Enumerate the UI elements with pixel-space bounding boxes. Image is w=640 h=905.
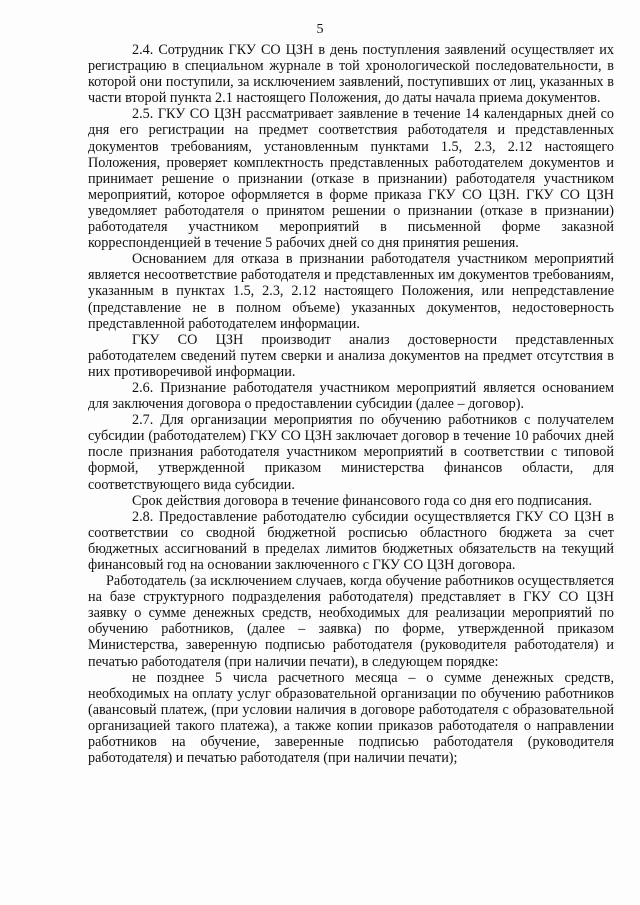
paragraph-deadline: не позднее 5 числа расчетного месяца – о сумме денежных средств, необходимых на оплату услуг образовательной организации по обучению работников (авансовый платеж, (при условии наличия в договоре работодателя с образовательной организацией такого платежа), а также копии приказов работодателя о направлении работников на обучение, заверенные подписью работодателя (руководителя работодателя) и печатью работодателя (при наличии печати); (88, 669, 614, 767)
paragraph-2-7: 2.7. Для организации мероприятия по обучению работников с получателем субсидии (работодателем) ГКУ СО ЦЗН заключает договор в течение 10 рабочих дней после признания работодателя участником мероприятий в соответствии с типовой формой, утвержденной приказом министерства финансов области, для соответствующего вида субсидии. (88, 412, 614, 493)
paragraph-employer-application: Работодатель (за исключением случаев, когда обучение работников осуществляется на базе структурного подразделения работодателя) представляет в ГКУ СО ЦЗН заявку о сумме денежных средств, необходимых для реализации мероприятий по обучению работников, (далее – заявка) по форме, утвержденной приказом Министерства, заверенную подписью работодателя (руководителя работодателя) и печатью работодателя (при наличии печати), в следующем порядке: (88, 573, 614, 670)
paragraph-2-6: 2.6. Признание работодателя участником мероприятий является основанием для заключения договора о предоставлении субсидии (далее – договор). (88, 379, 614, 413)
paragraph-2-8: 2.8. Предоставление работодателю субсидии осуществляется ГКУ СО ЦЗН в соответствии со сводной бюджетной росписью областного бюджета за счет бюджетных ассигнований в пределах лимитов бюджетных обязательств на текущий финансовый год на основании заключенного с ГКУ СО ЦЗН договора. (88, 508, 614, 573)
paragraph-2-5: 2.5. ГКУ СО ЦЗН рассматривает заявление в течение 14 календарных дней со дня его регистрации на предмет соответствия работодателя и представленных документов требованиям, установленным пунктами 1.5, 2.3, 2.12 настоящего Положения, проверяет комплектность представленных работодателем документов и принимает решение о признании (отказе в признании) работодателя участником мероприятий, которое оформляется в форме приказа ГКУ СО ЦЗН. ГКУ СО ЦЗН уведомляет работодателя о принятом решении о признании (отказе в признании) работодателя участником мероприятий в письменной форме заказной корреспонденцией в течение 5 рабочих дней со дня принятия решения. (88, 106, 614, 252)
paragraph-contract-term: Срок действия договора в течение финансового года со дня его подписания. (132, 492, 593, 509)
paragraph-refusal-grounds: Основанием для отказа в признании работодателя участником мероприятий является несоответствие работодателя и представленных им документов требованиям, указанным в пунктах 1.5, 2.3, 2.12 настоящего Положения, или непредставление (представление не в полном объеме) указанных документов, недостоверность представленной работодателем информации. (88, 251, 614, 332)
paragraph-2-4: 2.4. Сотрудник ГКУ СО ЦЗН в день поступления заявлений осуществляет их регистрацию в специальном журнале в той хронологической последовательности, в которой они поступили, за исключением заявлений, поступивших от лиц, указанных в части второй пункта 2.1 настоящего Положения, до даты начала приема документов. (88, 42, 614, 107)
document-body (88, 42, 614, 766)
page-number: 5 (316, 22, 324, 37)
paragraph-verification: ГКУ СО ЦЗН производит анализ достоверности представленных работодателем сведений путем сверки и анализа документов на предмет отсутствия в них противоречивой информации. (88, 331, 614, 380)
